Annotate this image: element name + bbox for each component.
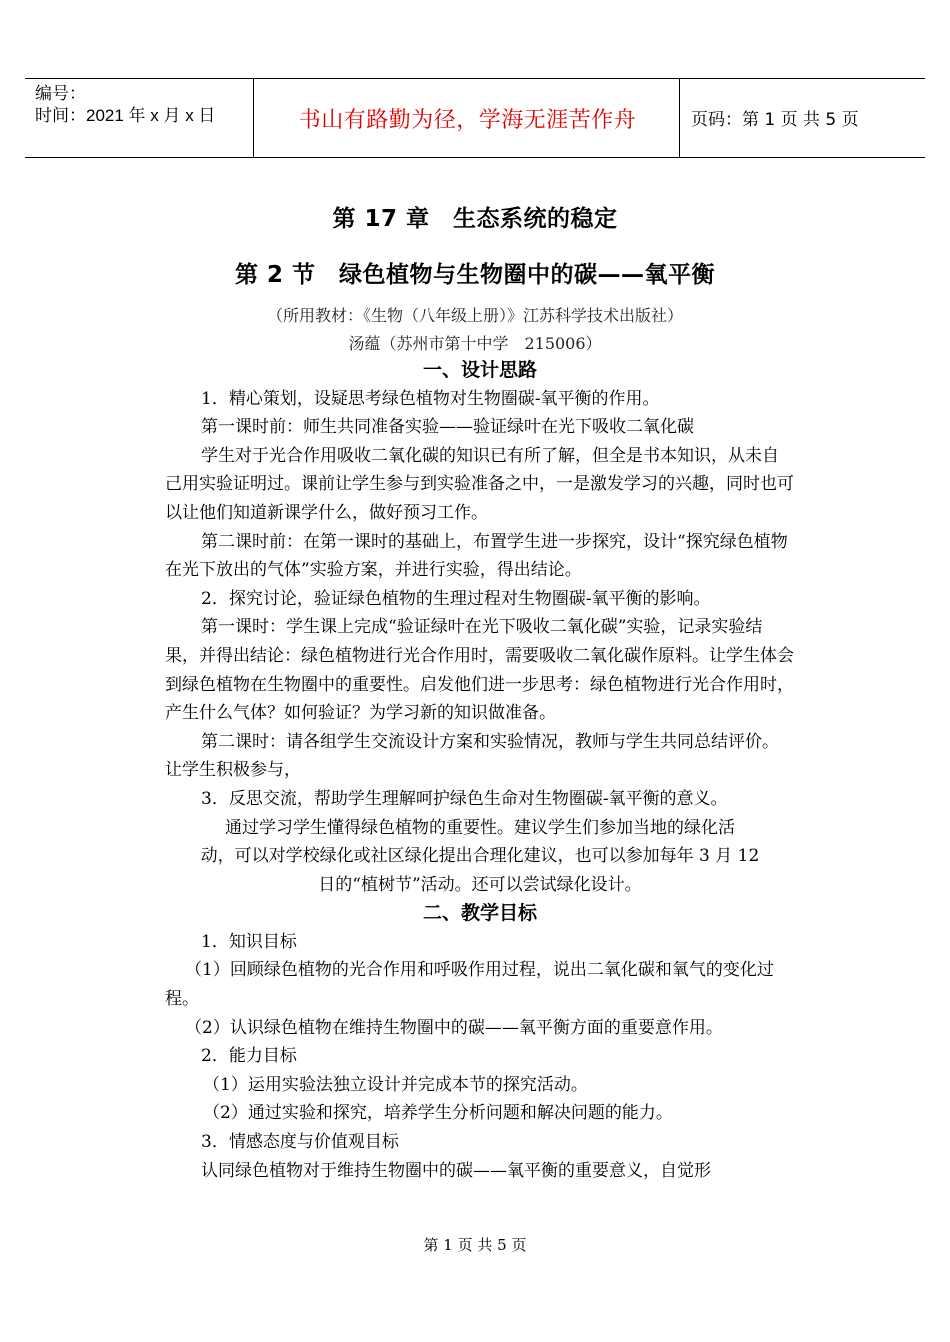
- paragraph-line: 日的“植树节”活动。还可以尝试绿化设计。: [318, 874, 642, 895]
- objective-heading: 3．情感态度与价值观目标: [201, 1132, 399, 1153]
- objective-item: （1）运用实验法独立设计并完成本节的探究活动。: [203, 1074, 588, 1095]
- author-line: 汤蕴（苏州市第十中学 215006）: [348, 334, 602, 353]
- paragraph: 3．反思交流，帮助学生理解呵护绿色生命对生物圈碳-氧平衡的意义。: [201, 788, 728, 809]
- section-title: 第 2 节 绿色植物与生物圈中的碳——氧平衡: [234, 262, 716, 288]
- header-table: [25, 78, 925, 158]
- paragraph: 第二课时前：在第一课时的基础上，布置学生进一步探究，设计“探究绿色植物在光下放出的气体”实验方案，并进行实验，得出结论。: [165, 531, 788, 581]
- paragraph: 1．精心策划，设疑思考绿色植物对生物圈碳-氧平衡的作用。: [201, 388, 660, 409]
- number-label: 编号：: [35, 84, 86, 103]
- header-divider: [253, 79, 254, 157]
- paragraph-line: 通过学习学生懂得绿色植物的重要性。建议学生们参加当地的绿化活: [225, 817, 735, 838]
- paragraph: 第一课时：学生课上完成“验证绿叶在光下吸收二氧化碳”实验，记录实验结果，并得出结论：绿色植物进行光合作用时，需要吸收二氧化碳作原料。让学生体会到绿色植物在生物圈中的重要性。启发他们进一步思考：绿色植物进行光合作用时，产生什么气体？如何验证？为学习新的知识做准备。: [165, 617, 794, 724]
- chapter-title: 第 17 章 生态系统的稳定: [332, 206, 618, 232]
- paragraph-line: 动，可以对学校绿化或社区绿化提出合理化建议，也可以参加每年 3 月 12: [200, 846, 760, 867]
- paragraph: 学生对于光合作用吸收二氧化碳的知识已有所了解，但全是书本知识，从未自己用实验证明过。课前让学生参与到实验准备之中，一是激发学习的兴趣，同时也可以让他们知道新课学什么，做好预习工作。: [165, 445, 794, 523]
- header-motto: 书山有路勤为径，学海无涯苦作舟: [298, 108, 637, 133]
- paragraph: 第一课时前：师生共同准备实验——验证绿叶在光下吸收二氧化碳: [201, 417, 694, 438]
- objective-item: （2）通过实验和探究，培养学生分析问题和解决问题的能力。: [203, 1103, 673, 1124]
- paragraph: 认同绿色植物对于维持生物圈中的碳——氧平衡的重要意义，自觉形: [201, 1160, 711, 1181]
- header-page-label: 页码：第 1 页 共 5 页: [691, 110, 859, 130]
- header-meta: [35, 83, 215, 127]
- textbook-source: （所用教材：《生物（八年级上册）》江苏科学技术出版社）: [266, 306, 683, 325]
- heading-objectives: 二、教学目标: [422, 902, 537, 925]
- objective-heading: 1．知识目标: [201, 931, 297, 952]
- heading-design: 一、设计思路: [422, 359, 537, 381]
- paragraph: 第二课时：请各组学生交流设计方案和实验情况，教师与学生共同总结评价。让学生积极参与，: [165, 731, 779, 781]
- objective-item: （1）回顾绿色植物的光合作用和呼吸作用过程，说出二氧化碳和氧气的变化过程。: [165, 960, 774, 1010]
- document-body: [165, 356, 795, 1185]
- objective-item: （2）认识绿色植物在维持生物圈中的碳——氧平衡方面的重要意作用。: [185, 1017, 723, 1038]
- objective-heading: 2．能力目标: [201, 1046, 297, 1067]
- page-footer: 第 1 页 共 5 页: [423, 1236, 527, 1254]
- time-label: 时间：2021 年 x 月 x 日: [35, 106, 216, 125]
- paragraph: 2．探究讨论，验证绿色植物的生理过程对生物圈碳-氧平衡的影响。: [201, 588, 711, 609]
